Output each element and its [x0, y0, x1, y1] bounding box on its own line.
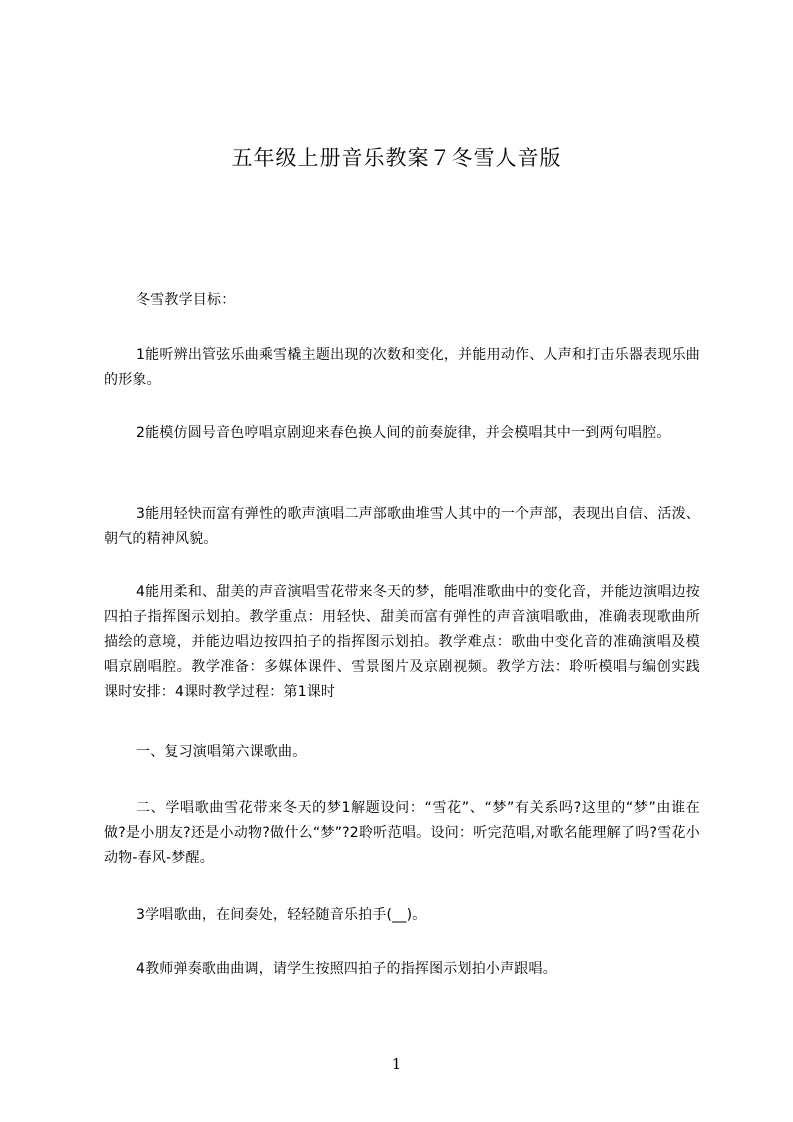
paragraph-step-3: 3学唱歌曲，在间奏处，轻轻随音乐拍手(__)。	[136, 907, 427, 923]
document-title: 五年级上册音乐教案７冬雪人音版	[231, 146, 562, 170]
paragraph-objective-2: 2能模仿圆号音色哼唱京剧迎来春色换人间的前奏旋律，并会模唱其中一到两句唱腔。	[136, 425, 671, 441]
paragraph-step-4: 4教师弹奏歌曲曲调，请学生按照四拍子的指挥图示划拍小声跟唱。	[136, 961, 557, 977]
paragraph-objective-4: 4能用柔和、甜美的声音演唱雪花带来冬天的梦，能唱准歌曲中的变化音，并能边演唱边按四拍子指挥图示划拍。教学重点：用轻快、甜美而富有弹性的声音演唱歌曲，准确表现歌曲所描绘的意境，并能边唱边按四拍子的指挥图示划拍。教学难点：歌曲中变化音的准确演唱及模唱京剧唱腔。教学准备：多媒体课件、雪景图片及京剧视频。教学方法：聆听模唱与编创实践课时安排：4课时教学过程：第1课时	[104, 584, 700, 700]
paragraph-objective-3: 3能用轻快而富有弹性的歌声演唱二声部歌曲堆雪人其中的一个声部，表现出自信、活泼、朝气的精神风貌。	[104, 506, 700, 547]
paragraph-objectives-heading: 冬雪教学目标：	[136, 292, 236, 308]
paragraph-section-2: 二、学唱歌曲雪花带来冬天的梦1解题设问：“雪花”、“梦”有关系吗?这里的“梦”由谁在做?是小朋友?还是小动物?做什么“梦”?2聆听范唱。设问：听完范唱,对歌名能理解了吗?雪花小动物-春风-梦醒。	[104, 800, 700, 866]
page-number: 1	[391, 1055, 402, 1073]
paragraph-section-1: 一、复习演唱第六课歌曲。	[136, 744, 307, 760]
paragraph-objective-1: 1能听辨出管弦乐曲乘雪橇主题出现的次数和变化，并能用动作、人声和打击乐器表现乐曲的形象。	[104, 347, 700, 388]
